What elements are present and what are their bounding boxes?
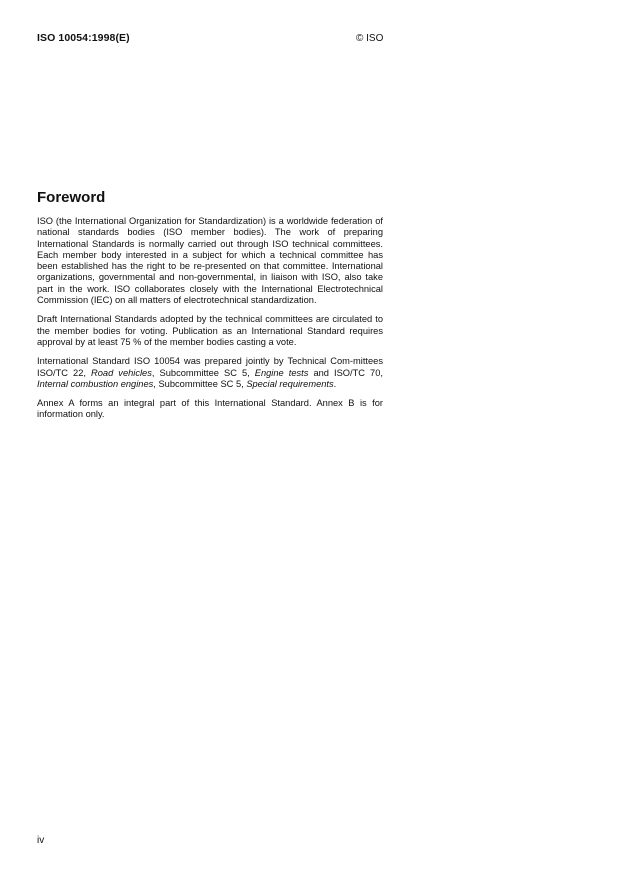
- paragraph-iso-overview: ISO (the International Organization for Standardization) is a worldwide federation of national standards bodies (ISO member bodies). The work of preparing International Standards is normally carried out through ISO technical committees. Each member body interested in a subject for which a technical committee has been established has the right to be re-presented on that committee. International organizations, governmental and non-governmental, in liaison with ISO, also take part in the work. ISO collaborates closely with the International Electrotechnical Commission (IEC) on all matters of electrotechnical standardization.: [37, 216, 383, 306]
- paragraph-draft-standards: Draft International Standards adopted by the technical committees are circulated to the member bodies for voting. Publication as an International Standard requires approval by at least 75 % of the member bodies casting a vote.: [37, 314, 383, 347]
- foreword-body: [37, 216, 383, 429]
- paragraph-preparation: [37, 356, 383, 390]
- text-segment: and ISO/TC 70,: [308, 367, 383, 378]
- committee-name-internal-combustion-engines: Internal combustion engines: [37, 378, 154, 389]
- text-segment: , Subcommittee SC 5,: [151, 367, 255, 378]
- text-segment: International Standard ISO 10054 was prepared jointly by Technical Com-mittees ISO/TC 22,: [37, 356, 383, 378]
- text-segment: , Subcommittee SC 5,: [153, 378, 247, 389]
- page-number: iv: [37, 835, 45, 846]
- paragraph-annexes: Annex A forms an integral part of this International Standard. Annex B is for information only.: [37, 398, 383, 420]
- committee-name-road-vehicles: Road vehicles: [91, 367, 152, 378]
- subcommittee-name-special-requirements: Special requirements: [246, 378, 334, 389]
- copyright-notice: © ISO: [356, 33, 384, 44]
- subcommittee-name-engine-tests: Engine tests: [254, 367, 309, 378]
- text-segment: .: [333, 378, 337, 389]
- document-id: ISO 10054:1998(E): [37, 32, 130, 44]
- page-title: Foreword: [37, 189, 106, 206]
